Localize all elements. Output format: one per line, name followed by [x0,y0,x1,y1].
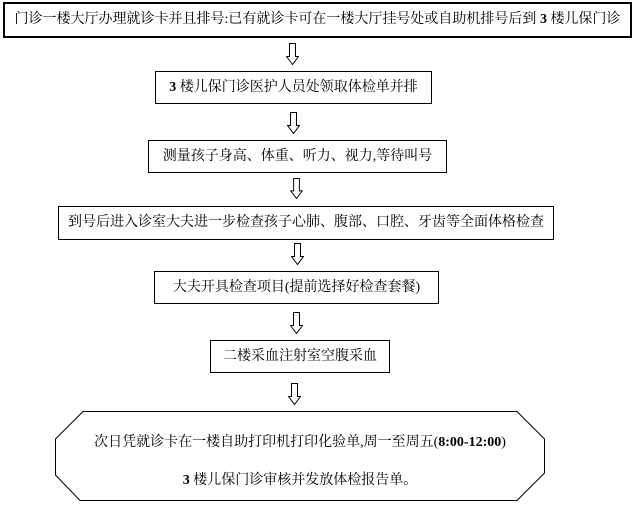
step7-line1-pre: 次日凭就诊卡在一楼自助打印机打印化验单,周一至周五( [94,435,439,450]
flow-step-7-report [55,411,545,501]
step4-text: 到号后进入诊室大夫进一步检查孩子心肺、腹部、口腔、牙齿等全面体格检查 [68,215,544,230]
step1-text-pre: 门诊一楼大厅办理就诊卡并且排号:已有就诊卡可在一楼大厅挂号处或自助机排号后到 [14,12,540,27]
flow-step-6-blood-draw [210,340,390,373]
step7-line1 [55,436,545,450]
down-arrow-icon [287,112,300,134]
flow-step-2-get-checkup-form [155,71,432,104]
flow-step-4-doctor-exam [58,206,554,240]
step7-line2-bold: 3 [182,473,190,488]
step1-text [15,13,621,27]
step1-text-post: 楼儿保门诊 [546,12,621,27]
down-arrow-icon [288,383,301,405]
step6-text: 二楼采血注射室空腹采血 [223,348,377,364]
down-arrow-icon [290,312,303,334]
step2-text-post: 楼儿保门诊医护人员处领取体检单并排 [176,79,418,95]
step7-line2 [55,474,545,488]
step7-line1-bold: 8:00-12:00 [438,435,502,450]
down-arrow-icon [290,178,303,199]
flow-step-5-order-tests [154,271,439,304]
down-arrow-icon [286,43,299,65]
flow-step-1-registration [3,2,632,38]
flow-step-3-measurements [148,140,447,173]
step7-line2-post: 楼儿保门诊审核并发放体检报告单。 [189,473,418,488]
step2-text [169,81,418,95]
down-arrow-icon [291,243,304,265]
step1-text-bold: 3 [539,12,547,27]
step7-line1-post: ) [501,435,506,450]
step3-text: 测量孩子身高、体重、听力、视力,等待叫号 [162,148,433,164]
step2-text-bold: 3 [169,79,177,95]
step5-text: 大夫开具检查项目(提前选择好检查套餐) [172,279,421,295]
